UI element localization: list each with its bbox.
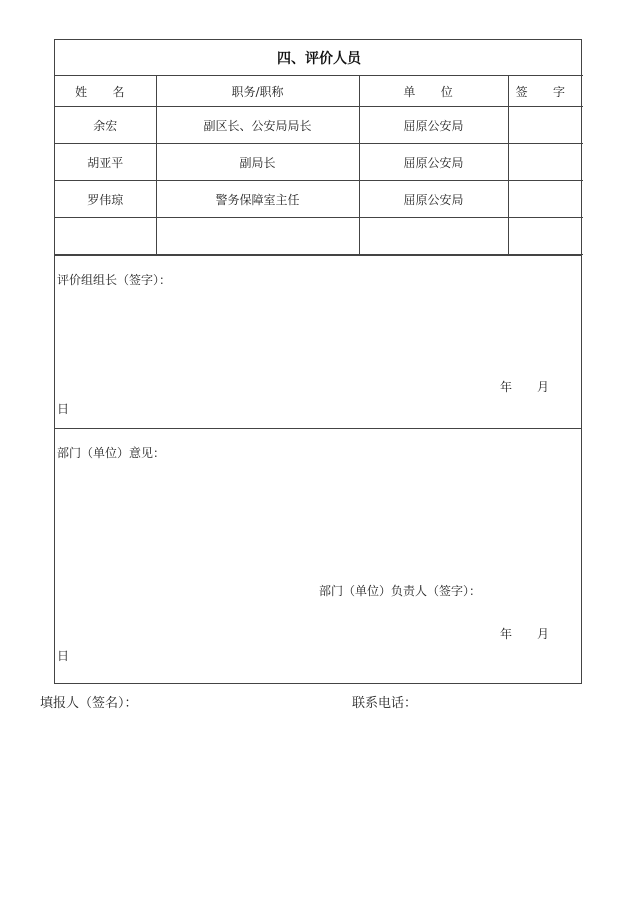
- section-title: 四、评价人员: [55, 40, 583, 76]
- header-unit: 单 位: [359, 76, 508, 107]
- cell-name: 余宏: [55, 107, 156, 144]
- dept-opinion-section: [55, 428, 581, 683]
- leader-signature-section: [55, 255, 581, 428]
- header-position: 职务/职称: [156, 76, 359, 107]
- cell-signature: [508, 144, 583, 181]
- dept-date-year: 年: [500, 627, 513, 641]
- cell-position: 副局长: [156, 144, 359, 181]
- cell-unit: [359, 218, 508, 255]
- cell-signature: [508, 181, 583, 218]
- cell-name: [55, 218, 156, 255]
- cell-unit: 屈原公安局: [359, 107, 508, 144]
- leader-date-month: 月: [537, 380, 550, 394]
- header-signature: 签 字: [508, 76, 583, 107]
- table-row: [55, 144, 583, 181]
- dept-date-day: 日: [57, 649, 70, 663]
- table-row: [55, 181, 583, 218]
- cell-name: 胡亚平: [55, 144, 156, 181]
- evaluation-form: [54, 39, 582, 684]
- cell-signature: [508, 107, 583, 144]
- cell-unit: 屈原公安局: [359, 144, 508, 181]
- leader-date-year: 年: [500, 380, 513, 394]
- cell-unit: 屈原公安局: [359, 181, 508, 218]
- filler-signature-label: 填报人（签名）：: [40, 696, 138, 711]
- dept-opinion-label: 部门（单位）意见：: [57, 446, 166, 460]
- cell-position: [156, 218, 359, 255]
- cell-name: 罗伟琼: [55, 181, 156, 218]
- leader-date-day: 日: [57, 402, 70, 416]
- dept-date-month: 月: [537, 627, 550, 641]
- table-row: [55, 107, 583, 144]
- cell-position: 警务保障室主任: [156, 181, 359, 218]
- header-name: 姓 名: [55, 76, 156, 107]
- cell-position: 副区长、公安局局长: [156, 107, 359, 144]
- evaluators-table: [55, 40, 583, 255]
- leader-signature-label: 评价组组长（签字）：: [57, 273, 172, 287]
- table-row: [55, 218, 583, 255]
- cell-signature: [508, 218, 583, 255]
- contact-phone-label: 联系电话：: [352, 696, 418, 711]
- dept-head-signature-label: 部门（单位）负责人（签字）：: [319, 584, 482, 598]
